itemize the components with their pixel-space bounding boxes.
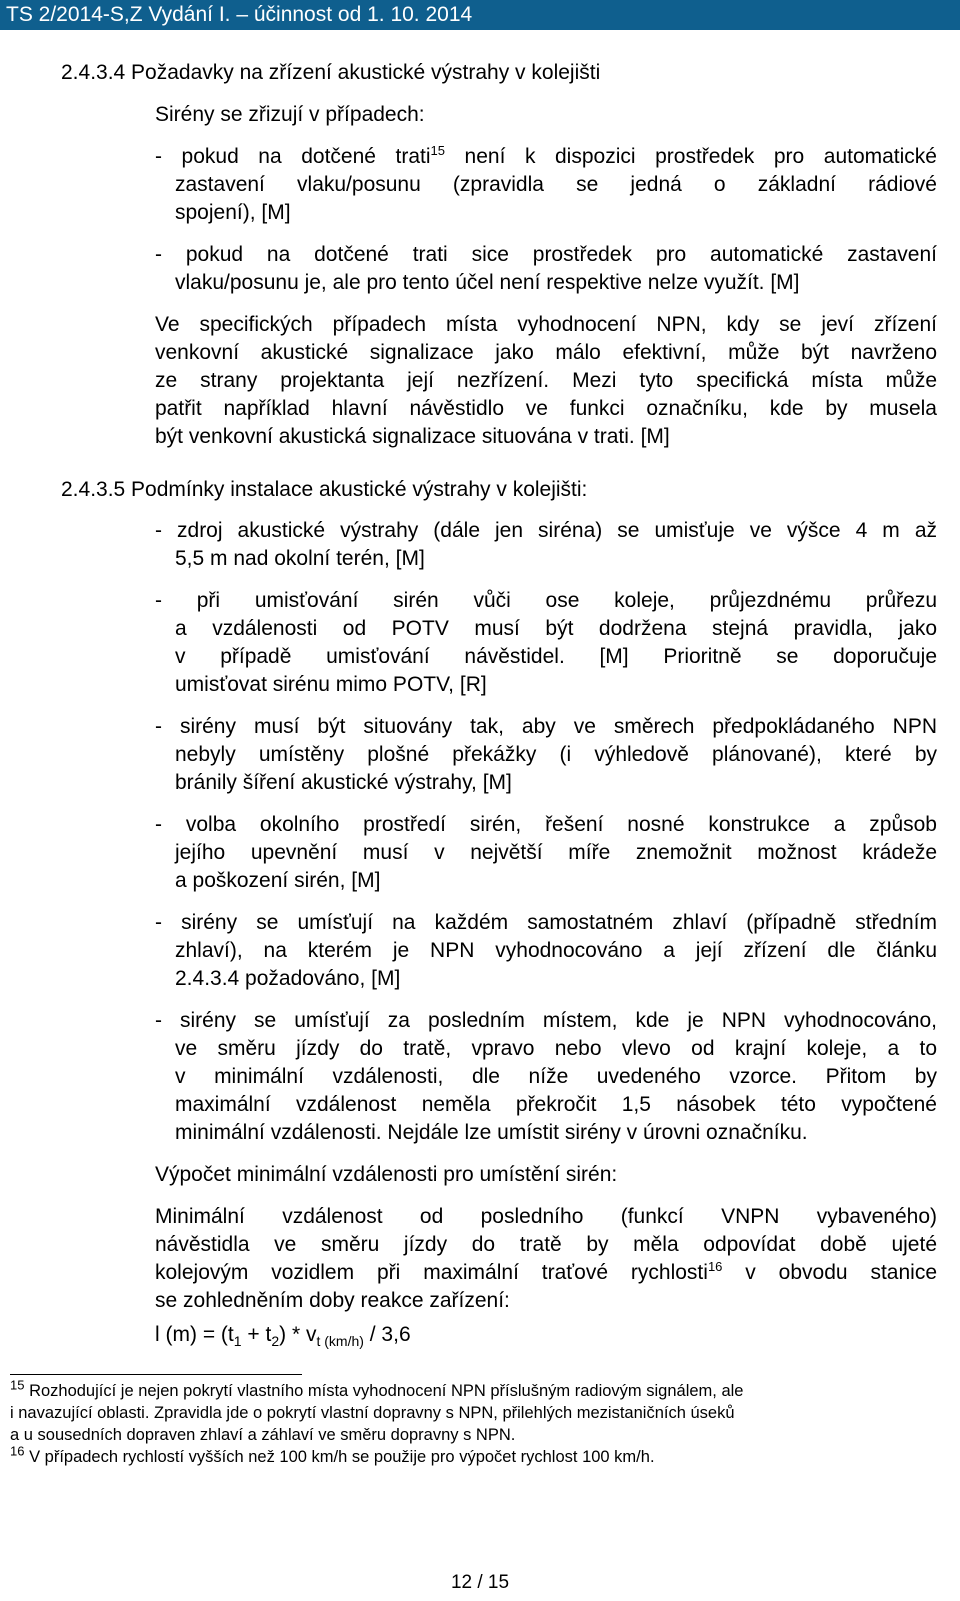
paragraph-line-2: venkovní akustické signalizace jako málo efektivní, může být navrženo bbox=[155, 341, 937, 364]
paragraph-line-1: Ve specifických případech místa vyhodnocení NPN, kdy se jeví zřízení bbox=[155, 313, 937, 336]
cond-2-line-2: a vzdálenosti od POTV musí být dodržena stejná pravidla, jako bbox=[175, 617, 937, 640]
calc-line-3: kolejovým vozidlem při maximální traťové rychlosti$^{16}$ v obvodu stanice bbox=[155, 1259, 937, 1284]
cond-3-line-2: nebyly umístěny plošné překážky (i výhledově plánované), které by bbox=[175, 743, 937, 766]
calc-line-4: se zohledněním doby reakce zařízení: bbox=[155, 1289, 510, 1312]
document-header: TS 2/2014-S,Z Vydání I. – účinnost od 1. 10. 2014 bbox=[0, 0, 960, 30]
cond-4-line-1: - volba okolního prostředí sirén, řešení nosné konstrukce a způsob bbox=[155, 813, 937, 836]
cond-4-line-2: jejího upevnění musí v největší míře znemožnit možnost krádeže bbox=[175, 841, 937, 864]
cond-5-line-1: - sirény se umísťují na každém samostatném zhlaví (případně středním bbox=[155, 911, 937, 934]
sirens-intro: Sirény se zřizují v případech: bbox=[155, 103, 425, 126]
cond-6-line-5: minimální vzdálenosti. Nejdále lze umístit sirény v úrovni označníku. bbox=[175, 1121, 808, 1144]
cond-5-line-2: zhlaví), na kterém je NPN vyhodnocováno a její zřízení dle článku bbox=[175, 939, 937, 962]
cond-2-line-3: v případě umisťování návěstidel. [M] Prioritně se doporučuje bbox=[175, 645, 937, 668]
cond-6-line-4: maximální vzdálenost neměla překročit 1,5 násobek této vypočtené bbox=[175, 1093, 937, 1116]
cond-3-line-3: bránily šíření akustické výstrahy, [M] bbox=[175, 771, 512, 794]
list-item-1-line-3: spojení), [M] bbox=[175, 201, 291, 224]
footnote-16: $^{16}$ V případech rychlostí vyšších než 100 km/h se použije pro výpočet rychlost 100 km/h. bbox=[10, 1443, 655, 1466]
cond-5-line-3: 2.4.3.4 požadováno, [M] bbox=[175, 967, 401, 990]
paragraph-line-4: patřit například hlavní návěstidlo ve funkci označníku, kde by musela bbox=[155, 397, 937, 420]
cond-6-line-3: v minimální vzdálenosti, dle níže uvedeného vzorce. Přitom by bbox=[175, 1065, 937, 1088]
cond-6-line-2: ve směru jízdy do tratě, vpravo nebo vlevo od krajní koleje, a to bbox=[175, 1037, 937, 1060]
page-number: 12 / 15 bbox=[450, 1572, 510, 1593]
cond-4-line-3: a poškození sirén, [M] bbox=[175, 869, 381, 892]
cond-3-line-1: - sirény musí být situovány tak, aby ve směrech předpokládaného NPN bbox=[155, 715, 937, 738]
calculation-heading: Výpočet minimální vzdálenosti pro umístění sirén: bbox=[155, 1163, 618, 1186]
list-item-2-line-2: vlaku/posunu je, ale pro tento účel není respektive nelze využít. [M] bbox=[175, 271, 800, 294]
footnote-15-line-1: $^{15}$ Rozhodující je nejen pokrytí vlastního místa vyhodnocení NPN příslušným radiovým signálem, ale bbox=[10, 1377, 744, 1400]
footnote-15-line-3: a u sousedních dopraven zhlaví a záhlaví ve směru dopravny s NPN. bbox=[10, 1426, 516, 1444]
footnote-15-line-2: i navazující oblasti. Zpravidla jde o pokrytí vlastní dopravny s NPN, přilehlých mezistaničních úseků bbox=[10, 1404, 735, 1422]
cond-1-line-1: - zdroj akustické výstrahy (dále jen siréna) se umisťuje ve výšce 4 m až bbox=[155, 519, 937, 542]
list-item-1-line-2: zastavení vlaku/posunu (zpravidla se jedná o základní rádiové bbox=[175, 173, 937, 196]
cond-2-line-1: - při umisťování sirén vůči ose koleje, průjezdnému průřezu bbox=[155, 589, 937, 612]
footnote-separator bbox=[10, 1374, 302, 1375]
distance-formula: l $(m) = (t_1 + t_2) * v_{t (km/h)} / 3,6$ bbox=[155, 1323, 411, 1350]
list-item-1-line-1: - pokud na dotčené trati$^{15}$ není k dispozici prostředek pro automatické bbox=[155, 143, 937, 168]
calc-line-2: návěstidla ve směru jízdy do tratě by měla odpovídat době ujeté bbox=[155, 1233, 937, 1256]
section-2-4-3-4-title: 2.4.3.4 Požadavky na zřízení akustické výstrahy v kolejišti bbox=[61, 61, 601, 84]
paragraph-line-5: být venkovní akustická signalizace situována v trati. [M] bbox=[155, 425, 670, 448]
calc-line-1: Minimální vzdálenost od posledního (funkcí VNPN vybaveného) bbox=[155, 1205, 937, 1228]
paragraph-line-3: ze strany projektanta její nezřízení. Mezi tyto specifická místa může bbox=[155, 369, 937, 392]
section-2-4-3-5-title: 2.4.3.5 Podmínky instalace akustické výstrahy v kolejišti: bbox=[61, 478, 588, 501]
list-item-2-line-1: - pokud na dotčené trati sice prostředek pro automatické zastavení bbox=[155, 243, 937, 266]
cond-2-line-4: umisťovat sirénu mimo POTV, [R] bbox=[175, 673, 487, 696]
cond-6-line-1: - sirény se umísťují za posledním místem, kde je NPN vyhodnocováno, bbox=[155, 1009, 937, 1032]
cond-1-line-2: 5,5 m nad okolní terén, [M] bbox=[175, 547, 425, 570]
